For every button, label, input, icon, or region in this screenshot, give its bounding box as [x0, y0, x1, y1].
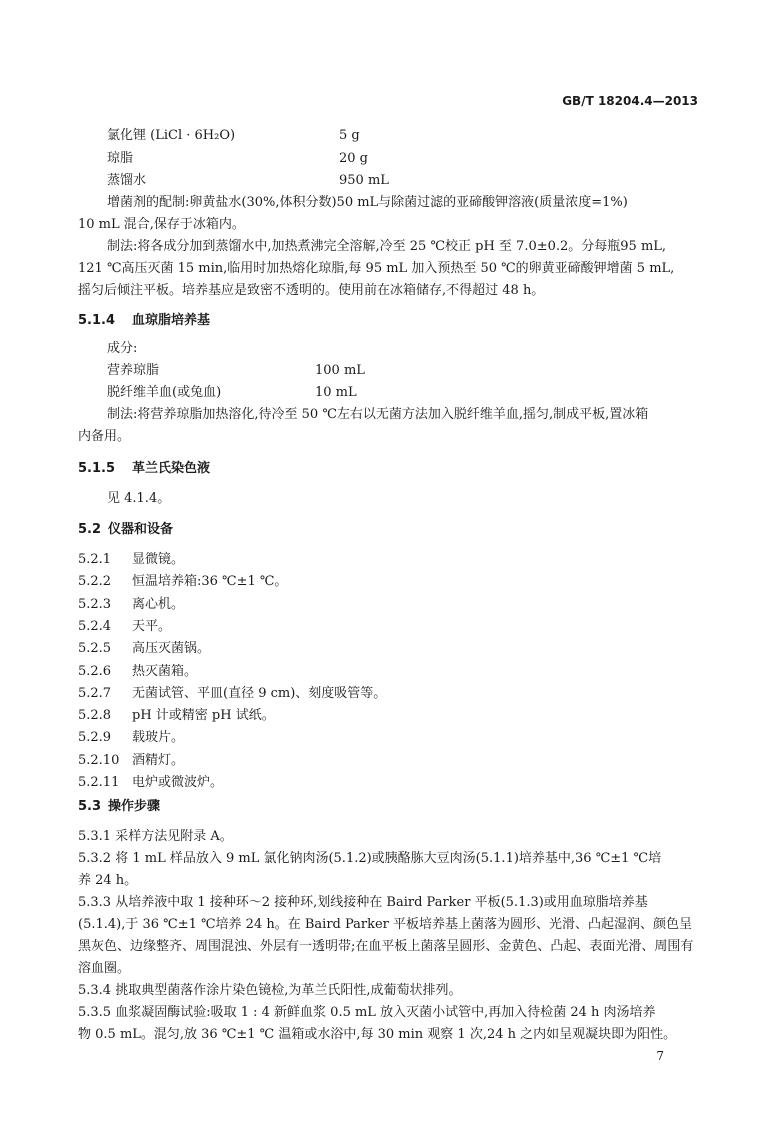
- equipment-item: [78, 618, 171, 636]
- equipment-number: 5.2.6: [78, 663, 112, 679]
- equipment-number: 5.2.10: [78, 752, 120, 768]
- equipment-number: 5.2.8: [78, 708, 112, 724]
- standard-number: GB/T 18204.4—2013: [562, 94, 698, 108]
- equipment-item: [78, 573, 287, 591]
- paragraph-line: 成分:: [107, 341, 138, 356]
- ingredient-amount: 950 mL: [339, 173, 389, 188]
- paragraph-line: 内备用。: [78, 429, 131, 444]
- equipment-text: 高压灭菌锅。: [132, 641, 211, 657]
- equipment-number: 5.2.1: [78, 552, 112, 567]
- equipment-item: [78, 774, 223, 792]
- equipment-number: 5.2.9: [78, 730, 112, 746]
- equipment-item: [78, 663, 197, 681]
- equipment-text: 离心机。: [132, 596, 185, 612]
- ingredient-name: 蒸馏水: [107, 173, 147, 188]
- equipment-text: 酒精灯。: [132, 752, 185, 768]
- step-line: 5.3.1 采样方法见附录 A。: [78, 829, 233, 844]
- ingredient-row: [107, 150, 368, 168]
- step-line: 5.3.4 挑取典型菌落作涂片染色镜检,为革兰氏阳性,成葡萄状排列。: [78, 983, 462, 998]
- equipment-text: 电炉或微波炉。: [132, 775, 224, 790]
- paragraph-line: 摇匀后倾注平板。培养基应是致密不透明的。使用前在冰箱储存,不得超过 48 h。: [78, 283, 545, 298]
- paragraph-line: 制法:将各成分加到蒸馏水中,加热煮沸完全溶解,冷至 25 ℃校正 pH 至 7.0±0.2。分每瓶95 mL,: [107, 239, 667, 254]
- equipment-item: [78, 752, 184, 770]
- equipment-text: 热灭菌箱。: [132, 663, 198, 679]
- paragraph-line: 10 mL 混合,保存于冰箱内。: [78, 217, 245, 232]
- section-heading: 5.1.4 血琼脂培养基: [78, 313, 211, 328]
- ingredient-amount: 10 mL: [315, 385, 357, 400]
- ingredient-name: 脱纤维羊血(或兔血): [107, 385, 222, 400]
- ingredient-amount: 100 mL: [315, 363, 365, 378]
- equipment-number: 5.2.11: [78, 775, 120, 790]
- paragraph-line: 见 4.1.4。: [107, 491, 171, 506]
- step-line: 5.3.2 将 1 mL 样品放入 9 mL 氯化钠肉汤(5.1.2)或胰酪胨大豆肉汤(5.1.1)培养基中,36 ℃±1 ℃培: [78, 851, 662, 866]
- equipment-item: [78, 640, 210, 658]
- equipment-item: [78, 596, 184, 614]
- step-line: 养 24 h。: [78, 873, 138, 888]
- ingredient-name: 琼脂: [107, 151, 134, 166]
- step-line: 物 0.5 mL。混匀,放 36 ℃±1 ℃ 温箱或水浴中,每 30 min 观察 1 次,24 h 之内如呈观凝块即为阳性。: [78, 1027, 677, 1042]
- equipment-item: [78, 551, 184, 569]
- equipment-number: 5.2.4: [78, 618, 112, 634]
- equipment-number: 5.2.3: [78, 596, 112, 612]
- equipment-text: 恒温培养箱:36 ℃±1 ℃。: [132, 574, 288, 590]
- ingredient-row: [107, 362, 365, 380]
- equipment-text: 无菌试管、平皿(直径 9 cm)、刻度吸管等。: [132, 685, 387, 701]
- ingredient-amount: 5 g: [339, 128, 360, 143]
- step-line: 溶血圈。: [78, 961, 131, 976]
- equipment-item: [78, 707, 275, 725]
- step-line: 5.3.3 从培养液中取 1 接种环～2 接种环,划线接种在 Baird Parker 平板(5.1.3)或用血琼脂培养基: [78, 895, 648, 910]
- equipment-number: 5.2.7: [78, 685, 112, 701]
- section-heading: 5.3 操作步骤: [78, 799, 161, 814]
- ingredient-amount: 20 g: [339, 151, 368, 166]
- equipment-text: 载玻片。: [132, 730, 185, 746]
- paragraph-line: 121 ℃高压灭菌 15 min,临用时加热熔化琼脂,每 95 mL 加入预热至 50 ℃的卵黄亚碲酸钾增菌 5 mL,: [78, 261, 675, 276]
- equipment-item: [78, 729, 184, 747]
- paragraph-line: 增菌剂的配制:卵黄盐水(30%,体积分数)50 mL与除菌过滤的亚碲酸钾溶液(质量浓度=1%): [107, 195, 628, 210]
- equipment-text: 天平。: [132, 618, 172, 634]
- step-line: 5.3.5 血浆凝固酶试验:吸取 1 : 4 新鲜血浆 0.5 mL 放入灭菌小试管中,再加入待检菌 24 h 肉汤培养: [78, 1005, 656, 1020]
- ingredient-row: [107, 127, 360, 145]
- equipment-text: 显微镜。: [132, 552, 185, 567]
- equipment-number: 5.2.2: [78, 574, 112, 590]
- paragraph-line: 制法:将营养琼脂加热溶化,待冷至 50 ℃左右以无菌方法加入脱纤维羊血,摇匀,制成平板,置冰箱: [107, 407, 649, 422]
- equipment-text: pH 计或精密 pH 试纸。: [132, 708, 275, 724]
- equipment-item: [78, 685, 386, 703]
- equipment-number: 5.2.5: [78, 641, 112, 657]
- ingredient-row: [107, 172, 389, 190]
- section-heading: 5.1.5 革兰氏染色液: [78, 461, 211, 476]
- step-line: 黑灰色、边缘整齐、周围混浊、外层有一透明带;在血平板上菌落呈圆形、金黄色、凸起、表面光滑、周围有: [78, 939, 694, 954]
- page-number: 7: [656, 1049, 664, 1063]
- step-line: (5.1.4),于 36 ℃±1 ℃培养 24 h。在 Baird Parker 平板培养基上菌落为圆形、光滑、凸起湿润、颜色呈: [78, 917, 693, 932]
- ingredient-name: 营养琼脂: [107, 363, 160, 378]
- ingredient-name: 氯化锂 (LiCl · 6H₂O): [107, 128, 236, 143]
- ingredient-row: [107, 384, 357, 402]
- section-heading: 5.2 仪器和设备: [78, 522, 174, 537]
